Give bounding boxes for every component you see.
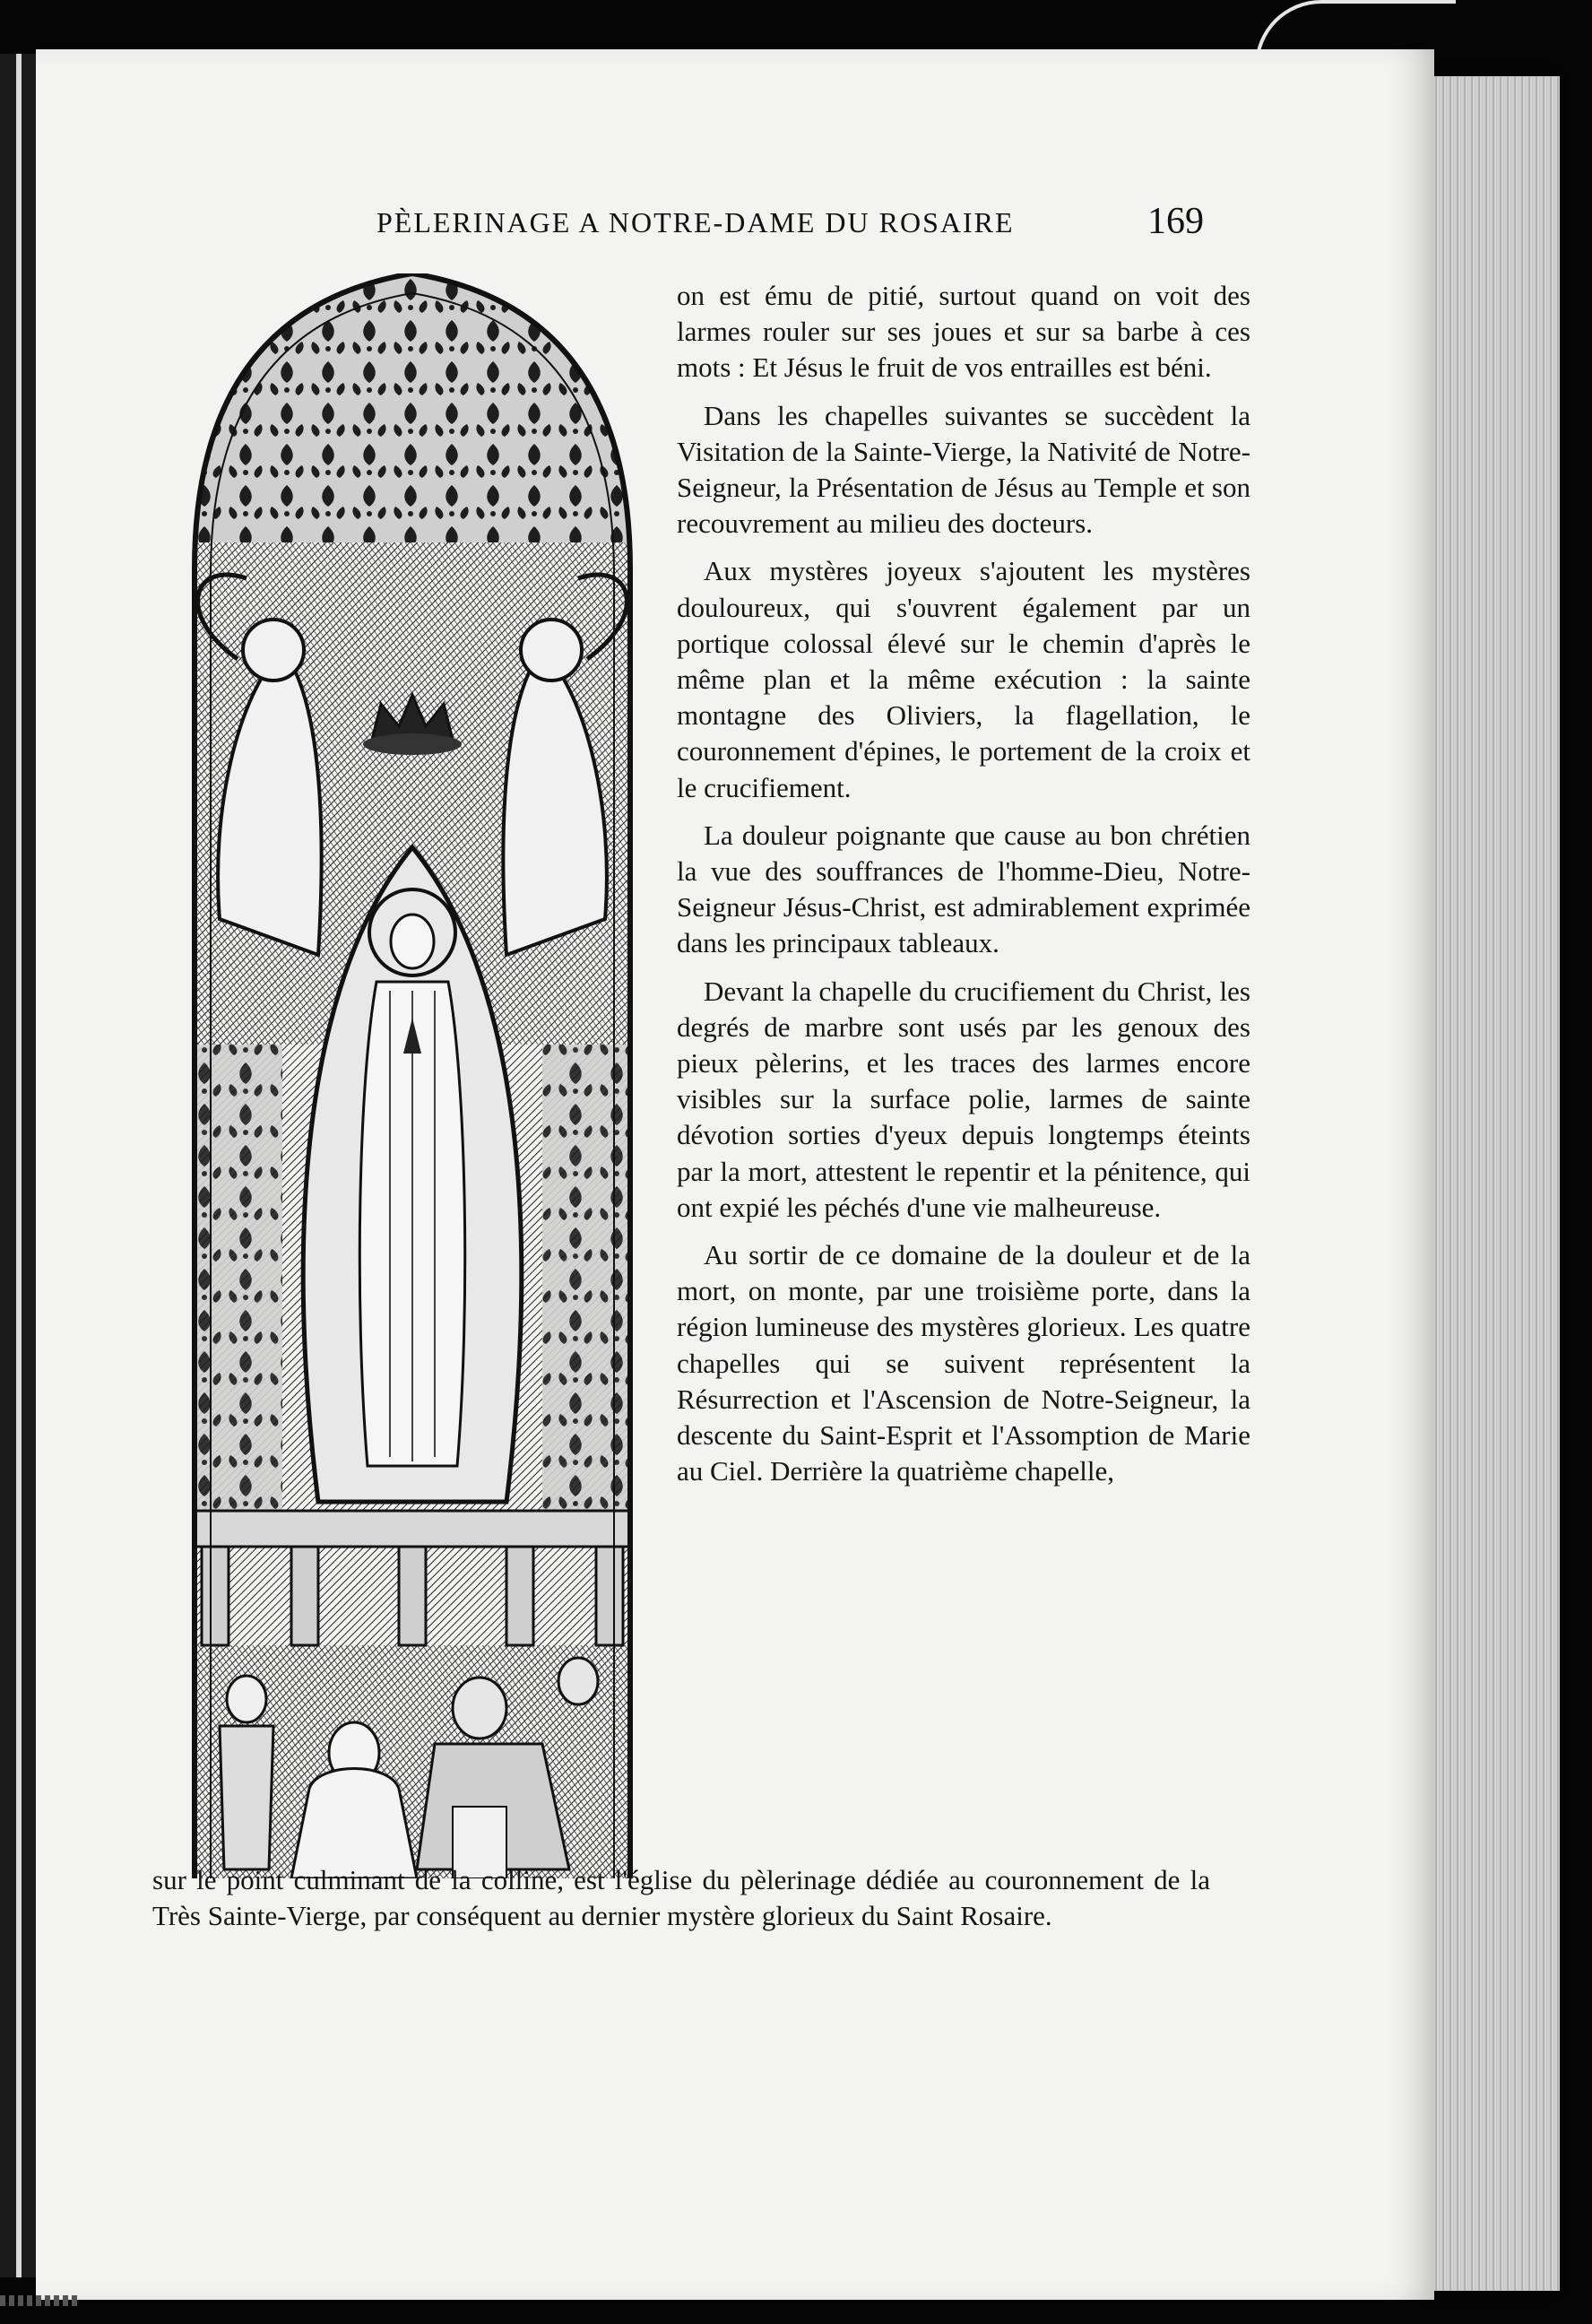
paragraph: sur le point culminant de la colline, est l'église du pèlerinage dédiée au couronnement de la Très Sainte-Vierge, par conséquent au dernier mystère glorieux du Saint Rosaire.	[152, 1864, 1210, 1932]
paragraph: Devant la chapelle du crucifiement du Christ, les degrés de marbre sont usés par les genoux des pieux pèlerins, et les traces des larmes encore visibles sur la surface polie, larmes de sainte dévotion sorties d'yeux depuis longtemps éteints par la mort, attestent le repentir et la pénitence, qui ont expié les péchés d'une vie malheureuse.	[677, 975, 1250, 1223]
paragraph: Dans les chapelles suivantes se succèdent la Visitation de la Sainte-Vierge, la Nativité de Notre-Seigneur, la Présentation de Jésus au Temple et son recouvrement au milieu des docteurs.	[677, 399, 1250, 540]
book-page-edges	[1425, 76, 1560, 2291]
running-head: PÈLERINAGE A NOTRE-DAME DU ROSAIRE	[376, 206, 1015, 238]
scanner-left-edge	[0, 54, 36, 2277]
full-width-text	[152, 1862, 1210, 1934]
paragraph: Aux mystères joyeux s'ajoutent les mystères douloureux, qui s'ouvrent également par un portique colossal élevé sur le chemin d'après le même plan et la même exécution : la sainte montagne des Oliviers, la flagellation, le couronnement d'épines, le portement de la croix et le crucifiement.	[677, 555, 1250, 803]
scan-mark	[0, 2295, 81, 2306]
paragraph: on est ému de pitié, surtout quand on voit des larmes rouler sur ses joues et sur sa barbe à ces mots : Et Jésus le fruit de vos entrailles est béni.	[677, 280, 1250, 384]
stained-glass-window-icon	[184, 273, 641, 1878]
main-text-column	[677, 278, 1250, 1502]
page-number: 169	[1147, 201, 1204, 242]
paragraph: La douleur poignante que cause au bon chrétien la vue des souffrances de l'homme-Dieu, Notre-Seigneur Jésus-Christ, est admirablement exprimée dans les principaux tableaux.	[677, 819, 1250, 959]
paragraph: Au sortir de ce domaine de la douleur et de la mort, on monte, par une troisième porte, dans la région lumineuse des mystères glorieux. Les quatre chapelles qui se suivent représentent la Résurrection et l'Ascension de Notre-Seigneur, la descente du Saint-Esprit et l'Assomption de Marie au Ciel. Derrière la quatrième chapelle,	[677, 1239, 1250, 1487]
book-page	[36, 49, 1434, 2300]
stained-glass-illustration	[184, 273, 641, 1878]
